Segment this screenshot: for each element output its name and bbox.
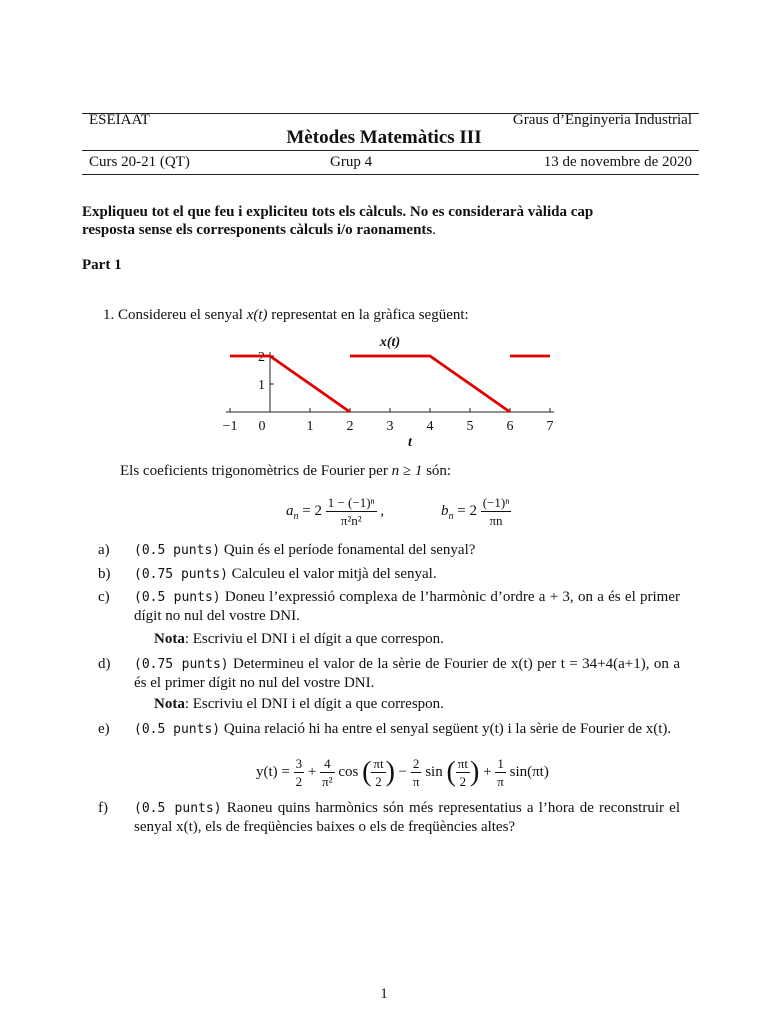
subquestion-text: Doneu l’expressió complexa de l’harmònic d’ordre a + 3, on a és el primer dígit no nul del vostre DNI. bbox=[134, 589, 680, 624]
an-sub: n bbox=[293, 510, 299, 522]
bn-numerator: (−1)ⁿ bbox=[482, 495, 510, 510]
bn-lhs: b bbox=[441, 502, 449, 519]
fourier-intro-before: Els coeficients trigonomètrics de Fourier per bbox=[120, 463, 392, 479]
question-1-signal: x(t) bbox=[246, 307, 268, 323]
subquestion-points: (0.5 punts) bbox=[134, 543, 221, 558]
subquestion-points: (0.5 punts) bbox=[134, 722, 221, 737]
subquestion-text: Quin és el període fonamental del senyal? bbox=[220, 542, 476, 558]
y-frac-1-num: 3 bbox=[295, 756, 303, 771]
y-frac-1 bbox=[294, 755, 305, 790]
y-frac-5-den: 2 bbox=[459, 774, 467, 789]
note-label: Nota bbox=[154, 631, 185, 647]
series-line-2 bbox=[350, 356, 510, 412]
y-frac-2 bbox=[320, 755, 334, 790]
y-cos: cos bbox=[334, 763, 359, 780]
y-formula bbox=[256, 755, 549, 790]
subquestion-points: (0.5 punts) bbox=[134, 801, 222, 816]
x-tick-label: −1 bbox=[222, 419, 238, 434]
chart-title: x(t) bbox=[379, 335, 401, 350]
course-label: Curs 20-21 (QT) bbox=[89, 154, 190, 170]
bn-sub: n bbox=[448, 510, 454, 522]
header-bottom-rule bbox=[82, 174, 699, 175]
y-frac-2-num: 4 bbox=[320, 755, 334, 773]
y-frac-3-num: πt bbox=[373, 756, 384, 771]
x-tick-label: 5 bbox=[466, 419, 474, 434]
paren-open-2: ( bbox=[446, 756, 456, 788]
note-c bbox=[154, 631, 444, 648]
y-frac-6-den: π bbox=[497, 774, 504, 789]
question-1-text-after: representat en la gràfica següent: bbox=[267, 307, 469, 323]
subquestion-points: (0.5 punts) bbox=[134, 590, 221, 605]
subquestion-d bbox=[98, 655, 680, 693]
page-number: 1 bbox=[380, 986, 388, 1002]
subquestion-f bbox=[98, 799, 681, 837]
x-tick-label: 2 bbox=[346, 419, 354, 434]
y-frac-3-den: 2 bbox=[375, 774, 382, 789]
x-tick-label: 6 bbox=[506, 419, 514, 434]
note-text: : Escriviu el DNI i el dígit a que correspon. bbox=[184, 631, 444, 647]
y-frac-6 bbox=[495, 755, 506, 790]
subquestion-label: b) bbox=[98, 566, 111, 582]
subquestion-label: a) bbox=[98, 542, 110, 558]
subquestion-label: e) bbox=[98, 721, 110, 737]
subquestion-c bbox=[98, 588, 680, 626]
y-frac-4-den: π bbox=[412, 774, 420, 789]
an-fraction bbox=[326, 494, 377, 529]
subquestion-e bbox=[98, 720, 680, 739]
paren-close-2: ) bbox=[469, 756, 480, 788]
subquestion-points: (0.75 punts) bbox=[134, 657, 229, 672]
y-frac-1-den: 2 bbox=[295, 774, 303, 789]
x-tick-label: 4 bbox=[426, 419, 434, 434]
subquestion-label: c) bbox=[98, 589, 110, 605]
fourier-intro-math: n ≥ 1 bbox=[391, 463, 423, 479]
y-frac-6-num: 1 bbox=[495, 755, 506, 773]
paren-close-1: ) bbox=[385, 756, 395, 788]
an-lhs: a bbox=[286, 502, 294, 519]
an-numerator: 1 − (−1)ⁿ bbox=[327, 495, 375, 510]
coef-separator: , bbox=[380, 502, 385, 519]
note-text: : Escriviu el DNI i el dígit a que correspon. bbox=[184, 696, 444, 712]
group-label: Grup 4 bbox=[330, 154, 373, 170]
y-minus: − bbox=[394, 763, 411, 780]
question-1-number: 1. bbox=[103, 307, 115, 323]
subquestion-text: Raoneu quins harmònics són més representatius a l’hora de reconstruir el senyal x(t), els de freqüències baixes o els de freqüències altes? bbox=[134, 800, 681, 835]
x-tick-label: 1 bbox=[306, 419, 314, 434]
bn-fraction bbox=[481, 494, 512, 529]
part-title: Part 1 bbox=[82, 257, 122, 273]
y-tail: sin(πt) bbox=[505, 763, 549, 780]
fourier-intro bbox=[120, 463, 451, 480]
y-frac-5 bbox=[456, 755, 470, 790]
signal-chart bbox=[0, 328, 768, 458]
y-plus-2: + bbox=[479, 763, 496, 780]
an-denominator: π²n² bbox=[340, 513, 362, 528]
subquestion-points: (0.75 punts) bbox=[134, 567, 228, 582]
subquestion-label: d) bbox=[98, 656, 111, 672]
x-tick-label: 7 bbox=[546, 419, 554, 434]
degree-name: Graus d’Enginyeria Industrial bbox=[512, 112, 692, 128]
y-lhs: y(t) = bbox=[256, 763, 294, 780]
subquestion-text: Quina relació hi ha entre el senyal següent y(t) i la sèrie de Fourier de x(t). bbox=[220, 721, 672, 737]
y-frac-4-num: 2 bbox=[411, 755, 422, 773]
note-d bbox=[154, 696, 444, 713]
x-tick-label: 3 bbox=[386, 419, 394, 434]
bn-coef: = 2 bbox=[453, 502, 477, 519]
y-sin: sin bbox=[421, 763, 443, 780]
x-tick-label: 0 bbox=[258, 419, 266, 434]
fourier-intro-after: són: bbox=[422, 463, 452, 479]
y-tick-label: 1 bbox=[258, 378, 265, 393]
an-formula bbox=[286, 494, 384, 529]
exam-title: Mètodes Matemàtics III bbox=[286, 127, 482, 148]
header-middle-rule bbox=[82, 150, 699, 151]
bn-denominator: πn bbox=[489, 513, 503, 528]
note-label: Nota bbox=[154, 696, 185, 712]
subquestion-a bbox=[98, 541, 698, 560]
y-tick-label: 2 bbox=[258, 350, 265, 365]
y-frac-5-num: πt bbox=[457, 756, 468, 771]
y-frac-3 bbox=[371, 755, 385, 790]
instructions-period: . bbox=[432, 222, 437, 238]
an-coef: = 2 bbox=[298, 502, 322, 519]
y-plus-1: + bbox=[304, 763, 321, 780]
series-line-1 bbox=[230, 356, 350, 412]
instructions-line-1: Expliqueu tot el que feu i expliciteu tots els càlculs. No es considerarà vàlida cap bbox=[82, 204, 594, 220]
instructions-line-2 bbox=[82, 222, 436, 239]
exam-date: 13 de novembre de 2020 bbox=[543, 154, 692, 170]
subquestion-text: Determineu el valor de la sèrie de Fourier de x(t) per t = 34+4(a+1), on a és el primer dígit no nul del vostre DNI. bbox=[134, 656, 680, 691]
bn-formula bbox=[441, 494, 511, 529]
paren-open-1: ( bbox=[362, 756, 372, 788]
instructions-line-2-text: resposta sense els corresponents càlculs i/o raonaments bbox=[82, 222, 433, 238]
subquestion-text: Calculeu el valor mitjà del senyal. bbox=[227, 566, 437, 582]
y-frac-2-den: π² bbox=[322, 774, 333, 789]
x-axis-label: t bbox=[408, 435, 412, 450]
question-1-text-before: Considereu el senyal bbox=[118, 307, 247, 323]
subquestion-label: f) bbox=[98, 800, 108, 816]
y-frac-4 bbox=[411, 755, 422, 790]
subquestion-b bbox=[98, 565, 698, 584]
question-1 bbox=[103, 307, 469, 324]
school-name: ESEIAAT bbox=[89, 112, 150, 128]
